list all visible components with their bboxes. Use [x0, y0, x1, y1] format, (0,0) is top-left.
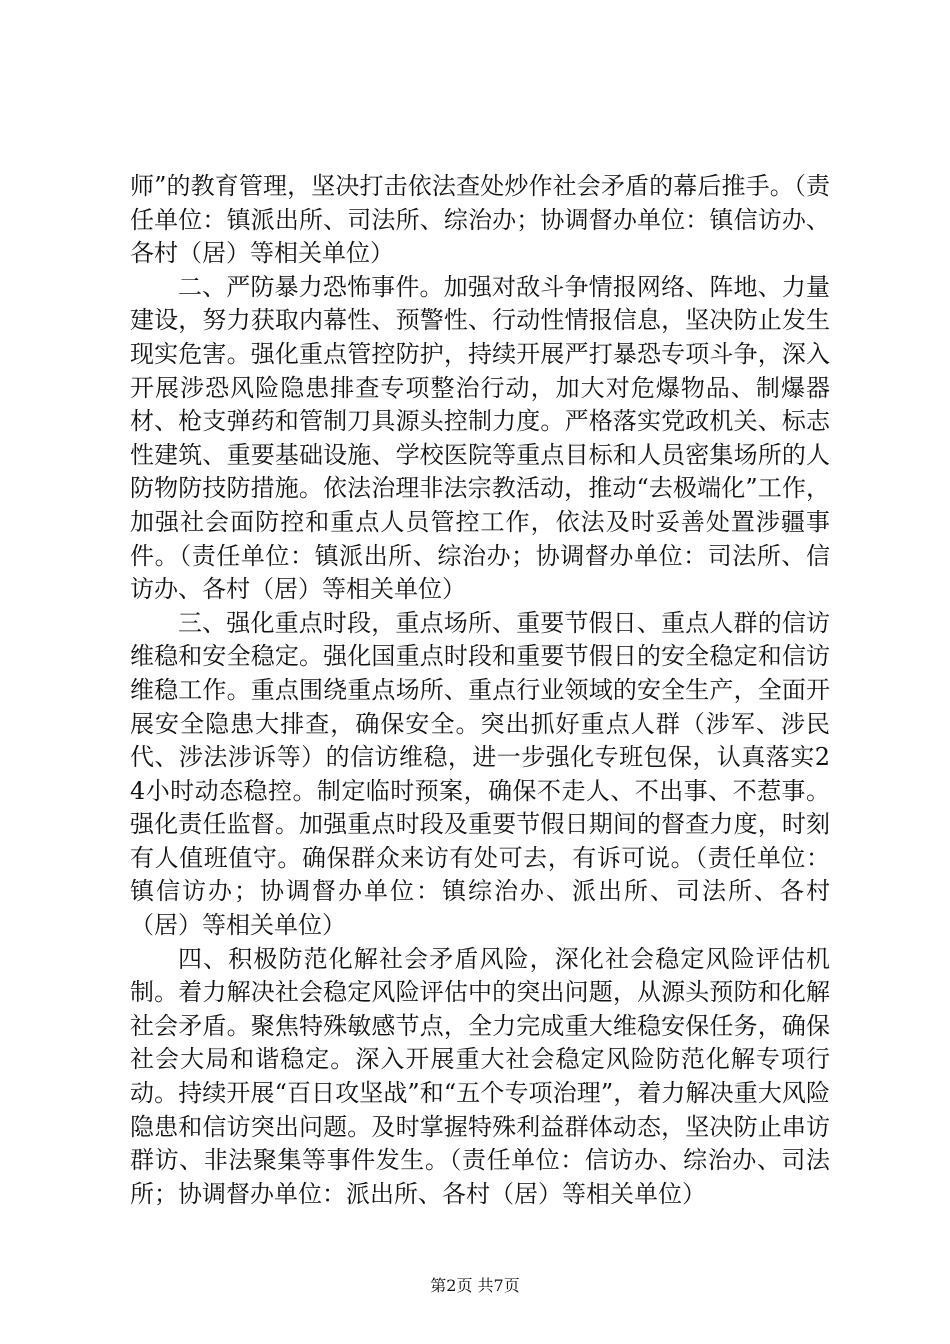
page-number: 第2页 共7页 [430, 1276, 520, 1295]
paragraph-section-4: 四、积极防范化解社会矛盾风险，深化社会稳定风险评估机制。着力解决社会稳定风险评估中的突出问题，从源头预防和化解社会矛盾。聚焦特殊敏感节点，全力完成重大维稳安保任务，确保社会大局和谐稳定。深入开展重大社会稳定风险防范化解专项行动。持续开展“百日攻坚战”和“五个专项治理”，着力解决重大风险隐患和信访突出问题。及时掌握特殊利益群体动态，坚决防止串访群访、非法聚集等事件发生。（责任单位：信访办、综治办、司法所；协调督办单位：派出所、各村（居）等相关单位） [130, 944, 830, 1208]
page-footer [0, 1275, 950, 1297]
paragraph-section-3: 三、强化重点时段，重点场所、重要节假日、重点人群的信访维稳和安全稳定。强化国重点时段和重要节假日的安全稳定和信访维稳工作。重点围绕重点场所、重点行业领域的安全生产，全面开展安全隐患大排查，确保安全。突出抓好重点人群（涉军、涉民代、涉法涉诉等）的信访维稳，进一步强化专班包保，认真落实24小时动态稳控。制定临时预案，确保不走人、不出事、不惹事。强化责任监督。加强重点时段及重要节假日期间的督查力度，时刻有人值班值守。确保群众来访有处可去，有诉可说。（责任单位：镇信访办；协调督办单位：镇综治办、派出所、司法所、各村（居）等相关单位） [130, 608, 830, 940]
paragraph-section-2: 二、严防暴力恐怖事件。加强对敌斗争情报网络、阵地、力量建设，努力获取内幕性、预警性、行动性情报信息，坚决防止发生现实危害。强化重点管控防护，持续开展严打暴恐专项斗争，深入开展涉恐风险隐患排查专项整治行动，加大对危爆物品、制爆器材、枪支弹药和管制刀具源头控制力度。严格落实党政机关、标志性建筑、重要基础设施、学校医院等重点目标和人员密集场所的人防物防技防措施。依法治理非法宗教活动，推动“去极端化”工作，加强社会面防控和重点人员管控工作，依法及时妥善处置涉疆事件。（责任单位：镇派出所、综治办；协调督办单位：司法所、信访办、各村（居）等相关单位） [130, 272, 830, 604]
document-body [130, 170, 830, 1211]
paragraph-continuation: 师”的教育管理，坚决打击依法查处炒作社会矛盾的幕后推手。（责任单位：镇派出所、司法所、综治办；协调督办单位：镇信访办、各村（居）等相关单位） [130, 172, 830, 268]
